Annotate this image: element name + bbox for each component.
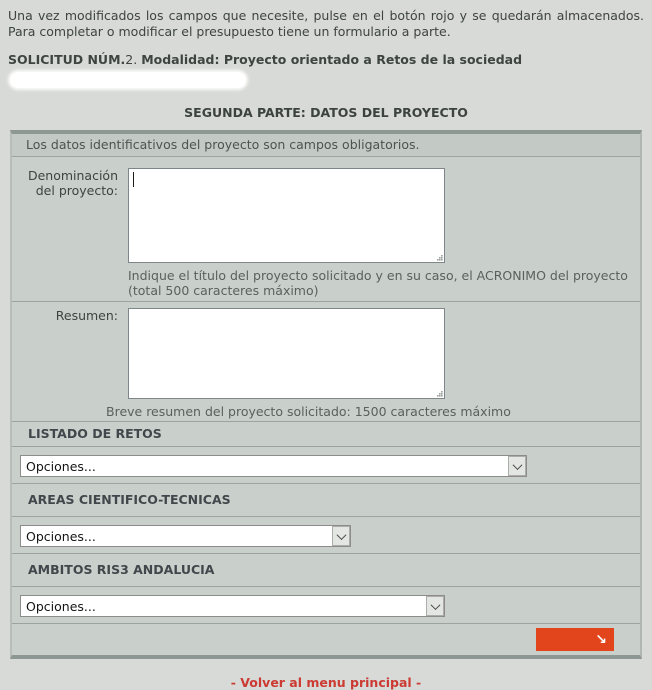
- project-data-form: [10, 130, 642, 659]
- retos-select[interactable]: [20, 455, 527, 477]
- save-button[interactable]: [536, 628, 614, 651]
- arrow-down-right-icon: ↘: [595, 631, 607, 648]
- text-cursor: [133, 172, 134, 187]
- footer: [0, 675, 652, 690]
- resumen-help-text: Breve resumen del proyecto solicitado: 1500 caracteres máximo: [106, 404, 511, 419]
- page-title: SEGUNDA PARTE: DATOS DEL PROYECTO: [184, 105, 468, 120]
- resumen-textarea-wrap: [128, 308, 445, 399]
- resumen-row: [12, 302, 640, 422]
- denominacion-row: [12, 157, 640, 302]
- section-title-retos: LISTADO DE RETOS: [12, 422, 640, 447]
- section-title-areas: AREAS CIENTIFICO-TECNICAS: [12, 484, 640, 517]
- section-title-ambitos: AMBITOS RIS3 ANDALUCIA: [12, 554, 640, 587]
- intro-text: Una vez modificados los campos que necesite, pulse en el botón rojo y se quedarán almacenados. Para completar o modificar el presupuesto tiene un formulario a parte.: [8, 8, 644, 39]
- denominacion-textarea-wrap: [128, 168, 445, 263]
- chevron-down-icon[interactable]: [426, 596, 444, 616]
- redacted-text-blob: [10, 72, 246, 88]
- resumen-textarea[interactable]: [129, 309, 444, 398]
- solicitud-heading: [8, 52, 644, 67]
- back-to-main-menu-link[interactable]: - Volver al menu principal -: [230, 675, 422, 690]
- retos-select-value: Opciones...: [26, 459, 96, 474]
- solicitud-number: 2.: [125, 52, 142, 67]
- denominacion-label: Denominación del proyecto:: [27, 168, 118, 198]
- resize-grip-icon[interactable]: [434, 252, 443, 261]
- resumen-label: Resumen:: [55, 308, 118, 323]
- chevron-down-icon[interactable]: [332, 526, 350, 546]
- areas-select-value: Opciones...: [26, 529, 96, 544]
- solicitud-prefix: SOLICITUD NÚM.: [8, 52, 126, 67]
- submit-row: [12, 624, 640, 655]
- chevron-down-icon[interactable]: [508, 456, 526, 476]
- solicitud-modalidad: Modalidad: Proyecto orientado a Retos de la sociedad: [141, 52, 523, 67]
- mandatory-fields-notice: Los datos identificativos del proyecto son campos obligatorios.: [12, 134, 640, 157]
- retos-select-row: [12, 447, 640, 484]
- ambitos-select-value: Opciones...: [26, 599, 96, 614]
- ambitos-select[interactable]: [20, 595, 445, 617]
- resize-grip-icon[interactable]: [434, 388, 443, 397]
- areas-select-row: [12, 517, 640, 554]
- ambitos-select-row: [12, 587, 640, 624]
- denominacion-textarea[interactable]: [129, 169, 444, 262]
- areas-select[interactable]: [20, 525, 351, 547]
- denominacion-help-text: Indique el título del proyecto solicitado y en su caso, el ACRONIMO del proyecto (total 500 caracteres máximo): [128, 268, 628, 298]
